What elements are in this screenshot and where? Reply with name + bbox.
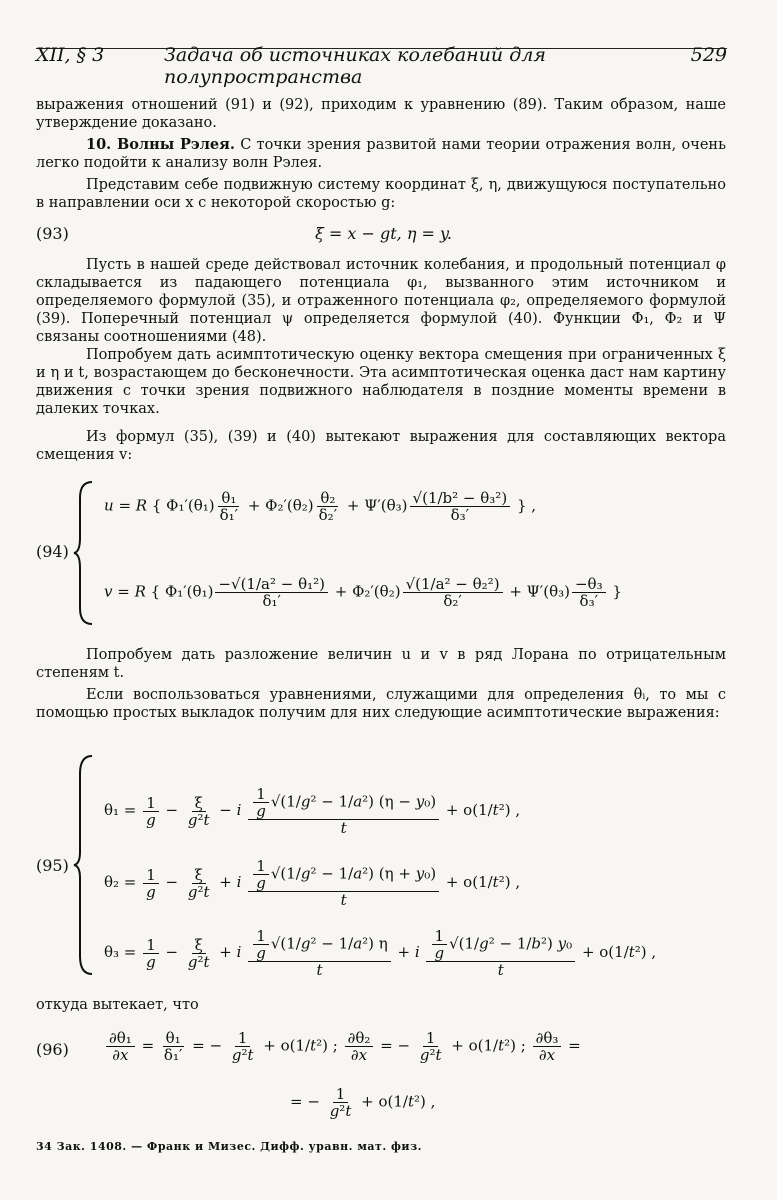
footer-note: 34 Зак. 1408. — Франк и Мизес. Дифф. уравн. мат. физ. (36, 1140, 422, 1153)
eq93: ξ = x − gt, η = y. (315, 224, 452, 243)
paragraph-7: Попробуем дать разложение величин u и v в ряд Лорана по отрицательным степеням t. (36, 647, 726, 681)
paragraph-8: Если воспользоваться уравнениями, служащими для определения θᵢ, то мы с помощью простых выкладок получим для них следующие асимптотические выражения: (36, 687, 726, 721)
eq96-number: (96) (36, 1040, 69, 1059)
eq94-number: (94) (36, 542, 69, 561)
paragraph-6: Из формул (35), (39) и (40) вытекают выражения для составляющих вектора смещения v: (36, 429, 726, 463)
eq95-number: (95) (36, 856, 69, 875)
chapter-section: XII, § 3 (36, 44, 105, 66)
eq96-line2: = − $\frac{1}{\text{g²t}}$ + o(1/t²) , (290, 1085, 436, 1120)
eq95-theta3: θ₃ = $\frac{1}{g}$ − $\frac{\xi}{\text{g²t}}$ + i $\frac{1}{g}$ √(1/g² − 1/a²) η t + i $\frac{1}{g}$ √(1/g² − 1/b²) y₀ t + o(1/t²) , (104, 927, 657, 979)
paragraph-1: выражения отношений (91) и (92), приходим к уравнению (89). Таким образом, наше утверждение доказано. (36, 97, 726, 131)
eq96-line1: $\frac{\text{∂θ₁}}{\partial x}$ = $\frac{\text{θ₁}}{\text{δ₁′}}$ = − $\frac{1}{\text{g²t}}$ + o(1/t²) ; $\frac{\text{∂θ₂}}{\partial x}$ = − $\frac{1}{\text{g²t}}$ + o(1/t²) ; $\frac{\text{∂θ₃}}{\partial x}$ = (104, 1030, 581, 1063)
paragraph-2: 10. Волны Рэлея. С точки зрения развитой нами теории отражения волн, очень легко подойти к анализу волн Рэлея. (36, 136, 726, 171)
eq94-v: v = R { Φ₁′(θ₁) $\frac{\text{−√(1/a² − θ₁²)}}{\text{δ₁′}}$ + Φ₂′(θ₂) $\frac{\text{√(1/a² − θ₂²)}}{\text{δ₂′}}$ + Ψ′(θ₃) $\frac{\text{−θ₃}}{\text{δ₃′}}$ } (104, 575, 622, 610)
running-title: Задача об источниках колебаний для полупространства (164, 44, 546, 88)
eq95-theta1: θ₁ = $\frac{1}{g}$ − $\frac{\xi}{\text{g²t}}$ − i $\frac{1}{g}$ √(1/g² − 1/a²) (η − y₀) t + o(1/t²) , (104, 785, 521, 837)
paragraph-9: откуда вытекает, что (36, 997, 199, 1013)
page-number: 529 (690, 44, 727, 66)
paragraph-4: Пусть в нашей среде действовал источник колебания, и продольный потенциал φ складывается из падающего потенциала φ₁, вызванного этим источником и определяемого формулой (35), и отраженного потенциала φ₂, определяемого формулой (39). Поперечный потенциал ψ определяется формулой (40). Функции Φ₁, Φ₂ и Ψ связаны соотношениями (48). (36, 257, 726, 345)
eq95-brace (72, 752, 96, 978)
running-header (36, 44, 727, 88)
eq95-theta2: θ₂ = $\frac{1}{g}$ − $\frac{\xi}{\text{g²t}}$ + i $\frac{1}{g}$ √(1/g² − 1/a²) (η + y₀) t + o(1/t²) , (104, 857, 521, 909)
paragraph-5: Попробуем дать асимптотическую оценку вектора смещения при ограниченных ξ и η и t, возрастающем до бесконечности. Эта асимптотическая оценка даст нам картину движения с точки зрения подвижного наблюдателя в поздние моменты времени в далеких точках. (36, 347, 726, 417)
eq94-u: u = R { Φ₁′(θ₁) $\frac{\text{θ₁}}{\text{δ₁′}}$ + Φ₂′(θ₂) $\frac{\text{θ₂}}{\text{δ₂′}}$ + Ψ′(θ₃) $\frac{\text{√(1/b² − θ₃²)}}{\text{δ₃′}}$ } , (104, 489, 537, 524)
eq94-brace (72, 478, 96, 628)
paragraph-3: Представим себе подвижную систему координат ξ, η, движущуюся поступательно в направлении оси x с некоторой скоростью g: (36, 177, 726, 211)
section-heading: 10. Волны Рэлея. (86, 136, 235, 153)
eq93-number: (93) (36, 224, 69, 243)
